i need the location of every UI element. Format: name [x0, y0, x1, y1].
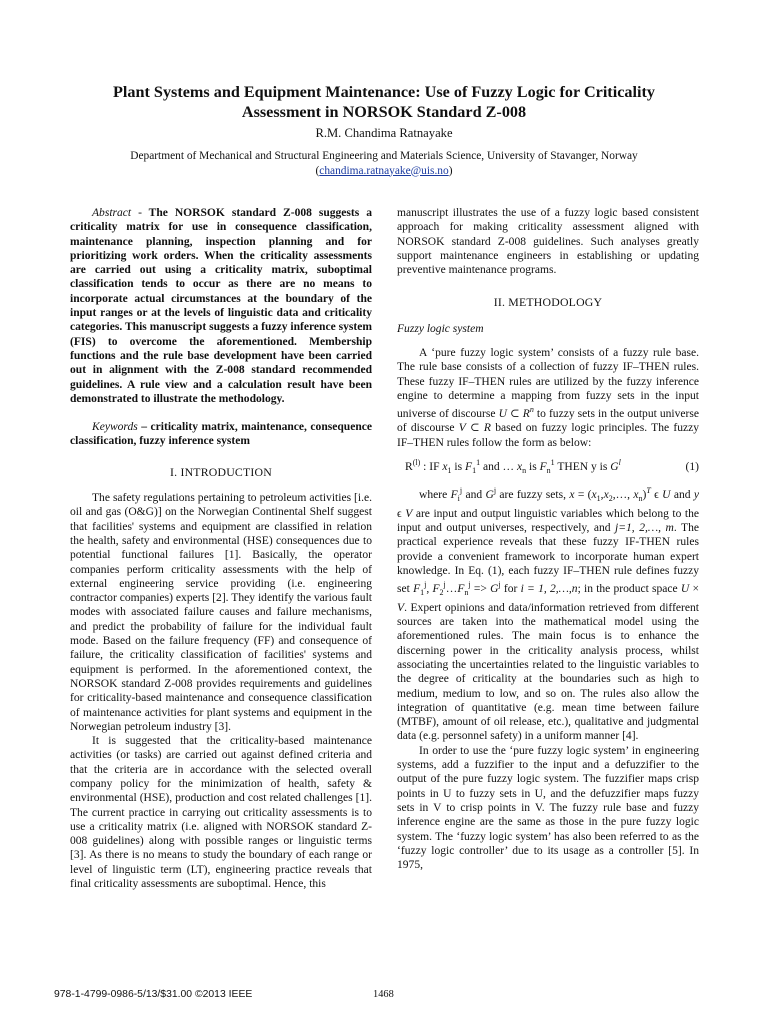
- abstract: [70, 206, 372, 406]
- fls-paragraph-1: A ‘pure fuzzy logic system’ consists of a fuzzy rule base. The rule base consists of a collection of fuzzy IF–THEN rules. These fuzzy IF–THEN rules are utilized by the fuzzy inference engine to determine a mapping from fuzzy sets in the input universe of discourse U ⊂ $R^n$ to fuzzy sets in the output universe of discourse V ⊂ R based on fuzzy logic principles. The fuzzy IF–THEN rules follow the form as below:: [397, 347, 699, 449]
- where-e: are input and output linguistic variables which belong to the input and output universes, respectively, and: [397, 507, 700, 535]
- intro-paragraph-2: It is suggested that the criticality-based maintenance activities (or tasks) are carried out against defined criteria and that the criteria are in accordance with the selected overall company policy for the minimization of health, safety & environmental (HSE), production and cost related challenges [1]. The current practice in carrying out criticality assessments is to use a criticality matrix (i.e. aligned with NORSOK standard Z-008 guidelines) along with possible ranges or linguistic terms [3]. As there is no means to study the boundary of each range or level of linguistic term (LT), engineering practice reveals that final criticality assessments are suboptimal. Hence, this: [70, 735, 372, 891]
- right-column: [397, 206, 699, 872]
- affiliation-block: [0, 149, 768, 178]
- email-link[interactable]: chandima.ratnayake@uis.no: [319, 164, 449, 177]
- page-number: 1468: [373, 989, 394, 1000]
- equation-body: $R^{(l)}$ : IF $x_1$ is $F_1^1$ and … $x_n$ is $F_n^1$ THEN y is $G^l$: [405, 458, 621, 476]
- where-h: ; in the product space: [577, 583, 678, 596]
- equation-number: (1): [685, 460, 699, 473]
- where-f: . The practical experience reveals that these fuzzy IF-THEN rules provide a convenient framework to incorporate human expert knowledge. In Eq. (1), each fuzzy IF–THEN rule defines fuzzy set: [397, 522, 699, 596]
- fls-paragraph-2: In order to use the ‘pure fuzzy logic system’ in engineering systems, add a fuzzifier to the input and a defuzzifier to the output of the pure fuzzy logic system. The fuzzifier maps crisp points in U to fuzzy sets in U, and the defuzzifier maps fuzzy sets in V to crisp points in V. The fuzzy rule base and fuzzy inference engine are the same as those in the pure fuzzy logic system. The ‘fuzzy logic system’ has also been referred to as the ‘fuzzy logic controller’ due to its usage as a controller [5]. In 1975,: [397, 744, 699, 872]
- fls-text-a: A ‘pure fuzzy logic system’ consists of a fuzzy rule base. The rule base consists of a collection of fuzzy IF–THEN rules. These fuzzy IF–THEN rules are utilized by the fuzzy inference engine to determine a mapping from fuzzy sets in the input universe of discourse: [397, 347, 699, 421]
- author-name: R.M. Chandima Ratnayake: [315, 126, 453, 140]
- where-g: for: [503, 583, 518, 596]
- left-column: [70, 206, 372, 891]
- title-line-1: Plant Systems and Equipment Maintenance: Use of Fuzzy Logic for Criticality: [113, 83, 655, 101]
- fls-where-paragraph: where $F_i^j$ and $G^j$ are fuzzy sets, $x = (x_1,x_2,\dots$, $x_n)^T$ ϵ U and y ϵ V are input and output linguistic variables which belong to the input and output universes, respectively, and j=1, 2,…, m. The practical experience reveals that these fuzzy IF-THEN rules provide a convenient framework to incorporate human expert knowledge. In Eq. (1), each fuzzy IF–THEN rule defines fuzzy set $F_1^j$, $F_2^j\dots F_n^j => G^j$ for i = 1, 2,…,n; in the product space U × V. Expert opinions and data/information retrieved from different sources are taken into the mathematical model using the aforementioned rules. The main focus is to enhance the discerning power in the criticality analysis process, whilst associating the uncertainties related to the linguistic variables to the degree of criticality at the boundaries such as high to medium, medium to low, and so on. The rules also allow the integration of quantitative (e.g. mean time between failure (MTBF), amount of oil release, etc.), qualitative and judgmental data (e.g. personnel safety) in a uniform manner [4].: [397, 486, 700, 743]
- equation-1: [397, 456, 699, 478]
- paper-title: [60, 82, 708, 122]
- fls-text-b: to fuzzy sets in the output universe of discourse: [397, 408, 699, 435]
- keywords-label: Keywords: [92, 421, 138, 434]
- affiliation: Department of Mechanical and Structural Engineering and Materials Science, University of Stavanger, Norway: [130, 150, 638, 162]
- where-d: and: [673, 489, 691, 502]
- right-paragraph-0: manuscript illustrates the use of a fuzzy logic based consistent approach for making criticality assessment aligned with NORSOK standard Z-008 guidelines. Such analyses greatly support maintenance engineers in establishing or updating preventive maintenance programs.: [397, 207, 699, 277]
- fls-subheading: Fuzzy logic system: [397, 322, 484, 335]
- fls-text-c: based on fuzzy logic principles. The fuzzy IF–THEN rules follow the form as below:: [397, 422, 699, 449]
- abstract-text: The NORSOK standard Z-008 suggests a criticality matrix for use in consequence classification, maintenance planning, inspection planning and for prioritizing work orders. When the criticality assessments are carried out using a criticality matrix, suboptimal classification tends to occur as there are no means to incorporate actual circumstances at the boundary of the input ranges or at the levels of linguistic data and criticality categories. This manuscript suggests a fuzzy inference system (FIS) to overcome the aforementioned. Membership functions and the rule base development have been carried out in alignment with the Z-008 standard recommended guidelines. A rule view and a calculation result have been demonstrated to illustrate the methodology.: [70, 207, 372, 405]
- title-line-2: Assessment in NORSOK Standard Z-008: [241, 103, 527, 121]
- intro-paragraph-1: The safety regulations pertaining to petroleum activities [i.e. oil and gas (O&G)] on the Norwegian Continental Shelf suggest that facilities' systems and equipment are classified in relation the health, safety and environmental (HSE) consequences due to potential functional failures [1]. Basically, the operator companies perform criticality assessments with the help of external engineering service providing (i.e. engineering contractor companies) experts [2]. They identify the various fault modes with associated failure causes and failure mechanisms, and predict the probability of failure for the individual fault mode. Based on the failure frequency (FF) and consequence of failure, the criticality classification of facilities' systems and equipment is performed. In the aforementioned context, the NORSOK standard Z-008 provides requirements and guidelines for criticality-based maintenance and consequence classification of maintenance activities for plant systems and equipment in the Norwegian petroleum industry [3].: [70, 492, 372, 733]
- where-b: and: [465, 489, 483, 502]
- footer-copyright: 978-1-4799-0986-5/13/$31.00 ©2013 IEEE: [54, 989, 253, 1000]
- intro-heading: I. INTRODUCTION: [170, 464, 272, 479]
- keywords: [70, 420, 372, 449]
- where-a: where: [419, 489, 448, 502]
- abstract-label: Abstract -: [92, 207, 142, 219]
- method-heading: II. METHODOLOGY: [493, 295, 603, 310]
- keywords-text: criticality matrix, maintenance, consequence classification, fuzzy inference system: [70, 421, 373, 448]
- email-line: (chandima.ratnayake@uis.no): [315, 164, 453, 177]
- where-c: are fuzzy sets,: [499, 489, 567, 502]
- keywords-dash: –: [141, 421, 148, 434]
- where-i: . Expert opinions and data/information retrieved from different sources are taken into the mathematical model using the aforementioned rules. The main focus is to enhance the discerning power in the criticality analysis process, whilst associating the uncertainties related to the linguistic variables to the degree of criticality at the boundaries such as high to medium, medium to low, and so on. The rules also allow the integration of quantitative (e.g. mean time between failure (MTBF), amount of oil release, etc.), qualitative and judgmental data (e.g. personnel safety) in a uniform manner [4].: [397, 601, 699, 743]
